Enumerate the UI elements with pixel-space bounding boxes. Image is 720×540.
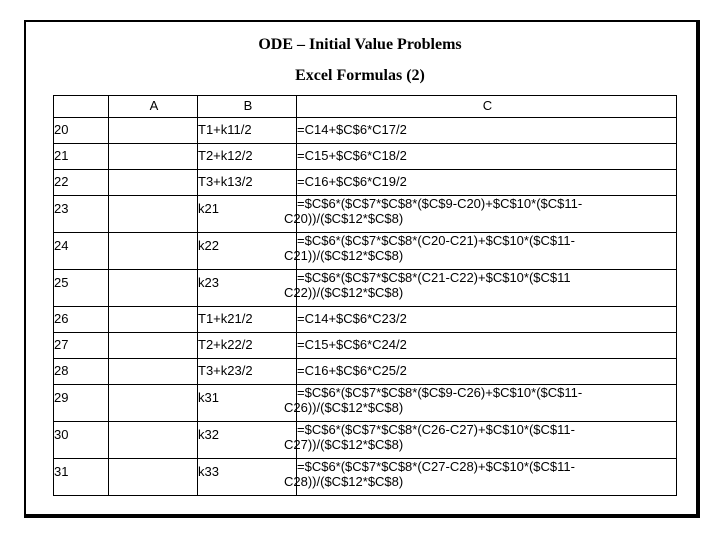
slide-title: ODE – Initial Value Problems bbox=[258, 36, 462, 53]
cell-col-c bbox=[284, 422, 677, 459]
row-number-cell: 30 bbox=[54, 422, 109, 459]
cell-col-a bbox=[109, 270, 198, 307]
cell-col-a bbox=[109, 422, 198, 459]
cell-col-a bbox=[109, 233, 198, 270]
row-number-cell: 26 bbox=[54, 307, 109, 333]
cell-col-a bbox=[109, 144, 198, 170]
formula-line-2: C21))/($C$12*$C$8) bbox=[284, 248, 404, 263]
formula-line-1: =$C$6*($C$7*$C$8*($C$9-C26)+$C$10*($C$11- bbox=[297, 385, 583, 400]
cell-col-b: T3+k23/2 bbox=[198, 359, 297, 385]
cell-col-b: T1+k11/2 bbox=[198, 118, 297, 144]
cell-col-a bbox=[109, 459, 198, 496]
formula-line-1: =C15+$C$6*C24/2 bbox=[297, 337, 407, 352]
table-row bbox=[54, 333, 677, 359]
slide-subtitle: Excel Formulas (2) bbox=[295, 67, 425, 84]
table-row bbox=[54, 385, 677, 422]
formula-line-2: C26))/($C$12*$C$8) bbox=[284, 400, 404, 415]
cell-col-b: k33 bbox=[198, 459, 297, 496]
table-row bbox=[54, 144, 677, 170]
row-number-cell: 20 bbox=[54, 118, 109, 144]
formula-line-1: =$C$6*($C$7*$C$8*(C27-C28)+$C$10*($C$11- bbox=[297, 459, 575, 474]
row-number-cell: 21 bbox=[54, 144, 109, 170]
row-number-cell: 31 bbox=[54, 459, 109, 496]
formula-line-1: =C16+$C$6*C19/2 bbox=[297, 174, 407, 189]
formula-line-1: =$C$6*($C$7*$C$8*(C21-C22)+$C$10*($C$11 bbox=[297, 270, 571, 285]
row-number-cell: 24 bbox=[54, 233, 109, 270]
table-row bbox=[54, 307, 677, 333]
cell-col-a bbox=[109, 333, 198, 359]
formula-line-1: =$C$6*($C$7*$C$8*(C20-C21)+$C$10*($C$11- bbox=[297, 233, 575, 248]
formula-line-1: =C14+$C$6*C17/2 bbox=[297, 122, 407, 137]
formula-line-1: =C14+$C$6*C23/2 bbox=[297, 311, 407, 326]
table-row bbox=[54, 422, 677, 459]
cell-col-c bbox=[284, 233, 677, 270]
table-row bbox=[54, 459, 677, 496]
header-corner bbox=[54, 96, 109, 118]
cell-col-c bbox=[297, 333, 677, 359]
row-number-cell: 23 bbox=[54, 196, 109, 233]
formula-line-2: C20))/($C$12*$C$8) bbox=[284, 211, 404, 226]
cell-col-a bbox=[109, 307, 198, 333]
cell-col-a bbox=[109, 359, 198, 385]
table-row bbox=[54, 270, 677, 307]
cell-col-a bbox=[109, 385, 198, 422]
row-number-cell: 28 bbox=[54, 359, 109, 385]
header-row bbox=[54, 96, 677, 118]
formula-line-2: C22))/($C$12*$C$8) bbox=[284, 285, 404, 300]
header-col-c: C bbox=[297, 96, 677, 118]
cell-col-b: T3+k13/2 bbox=[198, 170, 297, 196]
cell-col-b: k32 bbox=[198, 422, 297, 459]
cell-col-b: T1+k21/2 bbox=[198, 307, 297, 333]
formula-line-2: C27))/($C$12*$C$8) bbox=[284, 437, 404, 452]
row-number-cell: 29 bbox=[54, 385, 109, 422]
cell-col-c bbox=[297, 307, 677, 333]
cell-col-c bbox=[284, 385, 677, 422]
formula-table bbox=[53, 95, 677, 496]
header-col-b: B bbox=[198, 96, 297, 118]
cell-col-a bbox=[109, 118, 198, 144]
row-number-cell: 25 bbox=[54, 270, 109, 307]
formula-line-1: =C16+$C$6*C25/2 bbox=[297, 363, 407, 378]
cell-col-a bbox=[109, 170, 198, 196]
table-row bbox=[54, 196, 677, 233]
row-number-cell: 22 bbox=[54, 170, 109, 196]
cell-col-c bbox=[297, 118, 677, 144]
formula-line-1: =$C$6*($C$7*$C$8*($C$9-C20)+$C$10*($C$11- bbox=[297, 196, 583, 211]
cell-col-b: T2+k12/2 bbox=[198, 144, 297, 170]
table-row bbox=[54, 170, 677, 196]
cell-col-b: k22 bbox=[198, 233, 297, 270]
cell-col-a bbox=[109, 196, 198, 233]
cell-col-b: k23 bbox=[198, 270, 297, 307]
formula-line-2: C28))/($C$12*$C$8) bbox=[284, 474, 404, 489]
table-row bbox=[54, 359, 677, 385]
cell-col-b: k31 bbox=[198, 385, 297, 422]
formula-line-1: =$C$6*($C$7*$C$8*(C26-C27)+$C$10*($C$11- bbox=[297, 422, 575, 437]
cell-col-b: T2+k22/2 bbox=[198, 333, 297, 359]
row-number-cell: 27 bbox=[54, 333, 109, 359]
cell-col-c bbox=[297, 170, 677, 196]
formula-line-1: =C15+$C$6*C18/2 bbox=[297, 148, 407, 163]
cell-col-c bbox=[284, 196, 677, 233]
cell-col-b: k21 bbox=[198, 196, 297, 233]
cell-col-c bbox=[284, 459, 677, 496]
cell-col-c bbox=[297, 359, 677, 385]
table-row bbox=[54, 233, 677, 270]
cell-col-c bbox=[284, 270, 677, 307]
table-row bbox=[54, 118, 677, 144]
cell-col-c bbox=[297, 144, 677, 170]
header-col-a: A bbox=[109, 96, 198, 118]
